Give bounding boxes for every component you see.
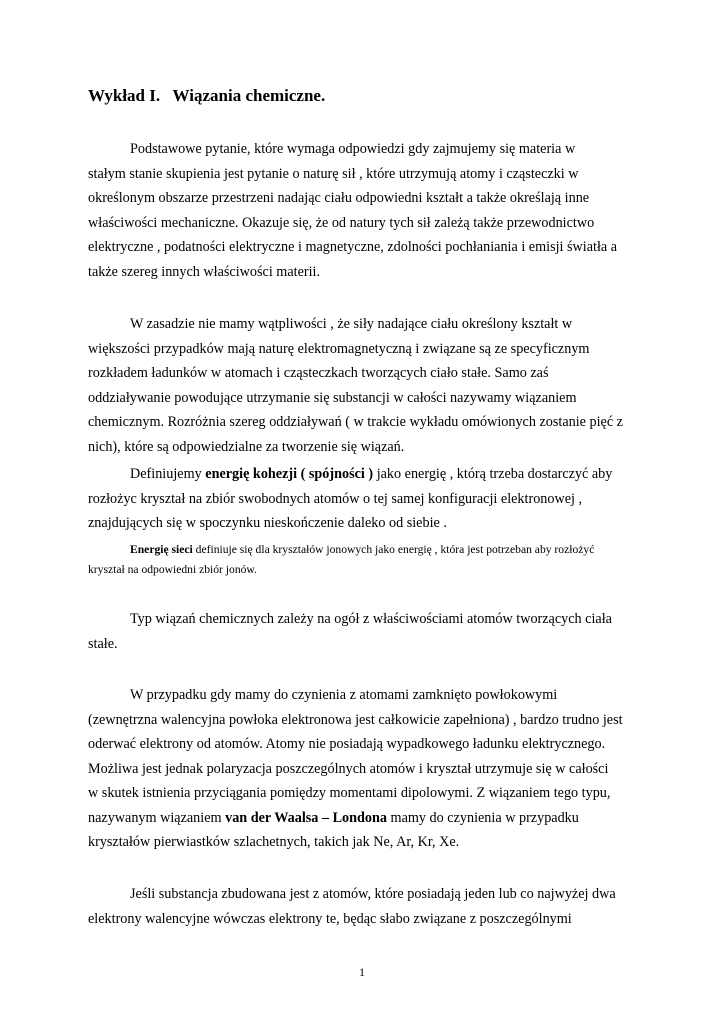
text-line: znajdujących się w spoczynku nieskończenie daleko od siebie . (88, 515, 447, 531)
text-line: W zasadzie nie mamy wątpliwości , że siły nadające ciału określony kształt w (130, 316, 573, 332)
text-line: stałym stanie skupienia jest pytanie o naturę sił , które utrzymują atomy i cząsteczki w (88, 165, 579, 182)
text-segment: nazywanym wiązaniem (88, 809, 226, 826)
text-line: Typ wiązań chemicznych zależy na ogół z właściwościami atomów tworzących ciała (130, 611, 612, 627)
text-segment: Definiujemy (130, 466, 206, 482)
text-line: właściwości mechaniczne. Okazuje się, że od natury tych sił zależą także przewodnictwo (88, 214, 595, 231)
text-line: elektrony walencyjne wówczas elektrony te, będąc słabo związane z poszczególnymi (88, 910, 572, 927)
text-line: kryształów pierwiastków szlachetnych, takich jak Ne, Ar, Kr, Xe. (88, 834, 460, 850)
text-segment: definiuje się dla kryształów jonowych jako energię , która jest potrzeban aby rozłożyć (192, 543, 595, 556)
paragraph-interactions (88, 312, 668, 459)
lecture-title: Wykład I. Wiązania chemiczne. (88, 86, 326, 105)
text-line: nich), które są odpowiedzialne za tworzenie się wiązań. (88, 438, 405, 455)
note-lattice-energy (88, 540, 688, 580)
text-line: Jeśli substancja zbudowana jest z atomów, które posiadają jeden lub co najwyżej dwa (130, 886, 616, 902)
text-line: stałe. (88, 635, 118, 652)
text-line: oderwać elektrony od atomów. Atomy nie posiadają wypadkowego ładunku elektrycznego. (88, 736, 606, 752)
text-line: elektryczne , podatności elektryczne i magnetyczne, zdolności pochłaniania i emisji światła a (88, 239, 618, 255)
paragraph-metallic (88, 882, 668, 931)
text-line: kryształ na odpowiedni zbiór jonów. (88, 563, 257, 576)
paragraph-intro (88, 137, 668, 284)
text-segment: jako energię , którą trzeba dostarczyć aby (373, 466, 613, 482)
text-line (88, 806, 668, 831)
text-line: rozkładem ładunków w atomach i cząsteczkach tworzących ciało stałe. Samo zaś (88, 365, 549, 381)
paragraph-bond-type (88, 607, 668, 656)
text-line: w skutek istnienia przyciągania pomiędzy momentami dipolowymi. Z wiązaniem tego typu, (88, 785, 611, 801)
text-line: W przypadku gdy mamy do czynienia z atomami zamknięto powłokowymi (130, 687, 558, 703)
text-line: oddziaływanie powodujące utrzymanie się substancji w całości nazywamy wiązaniem (88, 389, 577, 406)
text-line: także szereg innych właściwości materii. (88, 263, 321, 280)
text-segment: mamy do czynienia w przypadku (387, 809, 579, 826)
text-line (88, 462, 668, 487)
text-line: (zewnętrzna walencyjna powłoka elektronowa jest całkowicie zapełniona) , bardzo trudno jest (88, 711, 623, 728)
paragraph-cohesion-definition (88, 462, 668, 536)
text-line (88, 540, 688, 560)
text-line: Możliwa jest jednak polaryzacja poszczególnych atomów i kryształ utrzymuje się w całości (88, 760, 609, 777)
text-line: większości przypadków mają naturę elektromagnetyczną i związane są ze specyficznym (88, 340, 590, 357)
term-lattice-energy: Energię sieci (130, 543, 193, 556)
text-line: określonym obszarze przestrzeni nadając ciału odpowiedni kształt a także określają inne (88, 190, 590, 206)
page-number: 1 (359, 965, 365, 979)
term-van-der-waals: van der Waalsa – Londona (225, 809, 387, 826)
paragraph-van-der-waals (88, 683, 668, 855)
term-cohesion-energy: energię kohezji ( spójności ) (205, 466, 374, 482)
text-line: rozłożyc kryształ na zbiór swobodnych atomów o tej samej konfiguracji elektronowej , (88, 490, 583, 507)
text-line: Podstawowe pytanie, które wymaga odpowiedzi gdy zajmujemy się materia w (130, 141, 576, 157)
text-line: chemicznym. Rozróżnia szereg oddziaływań ( w trakcie wykładu omówionych zostanie pięć z (88, 414, 623, 430)
